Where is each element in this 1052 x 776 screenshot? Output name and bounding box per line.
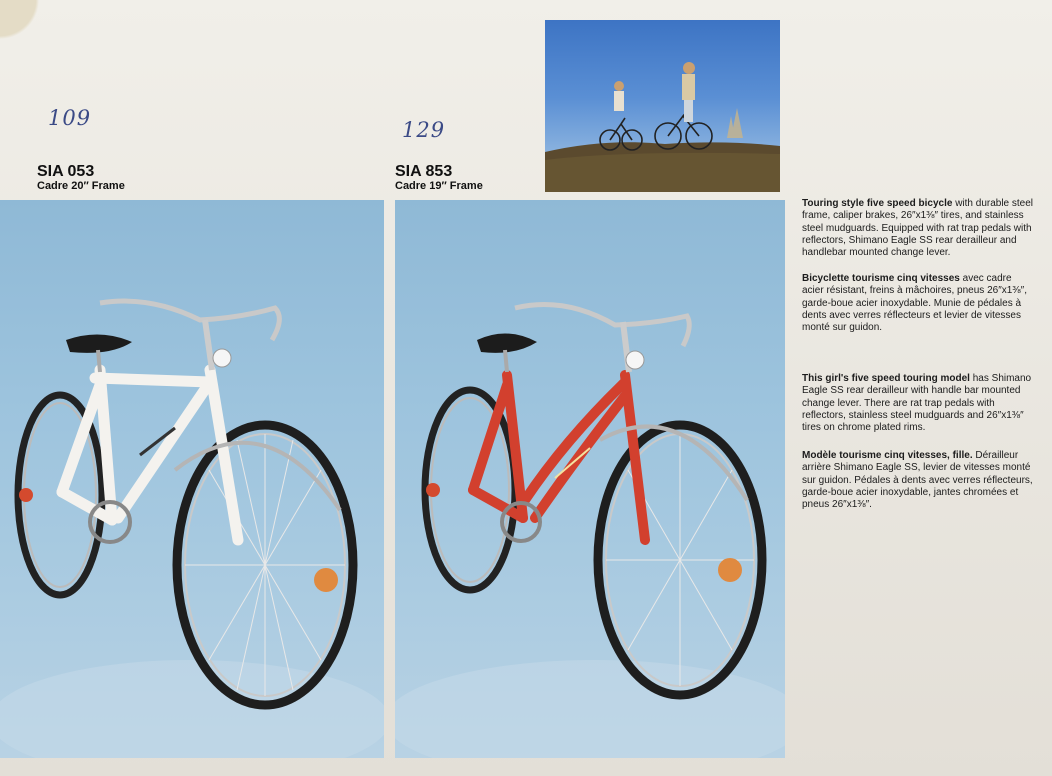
description-girl-en-body: has Shimano Eagle SS rear derailleur with handle bar mounted change lever. There are rat trap pedals with reflectors, stainless steel mudguards and 26″x1⅜″ tires on chrome plated rims.: [802, 373, 1032, 434]
description-girl-fr-lead: Modèle tourisme cinq vitesses, fille.: [802, 450, 973, 461]
description-men-en-lead: Touring style five speed bicycle: [802, 198, 953, 209]
riders-inset-photo: [545, 20, 780, 192]
model-name-right: SIA 853: [395, 163, 453, 180]
bike-photo-right: [395, 200, 785, 758]
description-girl-fr-body: Dérailleur arrière Shimano Eagle SS, levier de vitesses monté sur guidon. Pédales à dents avec verres réflecteurs, garde-boue acier inoxydable, jantes chromées et pneus 26″x1⅜″.: [802, 450, 1033, 511]
page-corner-wear: [0, 0, 46, 46]
handwritten-price-right: 129: [402, 118, 446, 142]
rear-reflector: [19, 488, 33, 502]
handwritten-price-left: 109: [48, 106, 92, 130]
front-wheel: [177, 425, 353, 705]
description-men-fr-body: avec cadre acier résistant, freins à mâchoires, pneus 26″x1⅜″, garde-boue acier inoxydable. Munie de pédales à dents avec verres réflecteurs et levier de vitesses monté sur guidon.: [802, 273, 1027, 334]
description-girl-en: [802, 373, 1034, 434]
description-girl-fr: [802, 450, 1034, 511]
front-reflector: [626, 351, 644, 369]
bike-frame: [473, 375, 645, 540]
description-men-fr: [802, 273, 1034, 334]
model-frame-left: Cadre 20″ Frame: [37, 180, 125, 192]
front-wheel: [598, 425, 762, 695]
white-bicycle: [0, 200, 384, 758]
description-men-fr-lead: Bicyclette tourisme cinq vitesses: [802, 273, 960, 284]
wheel-reflector: [718, 558, 742, 582]
rear-reflector: [426, 483, 440, 497]
riders-scene: [545, 20, 780, 192]
front-reflector: [213, 349, 231, 367]
handlebar: [515, 304, 689, 346]
bike-photo-left: [0, 200, 384, 758]
bare-trees: [727, 108, 743, 138]
description-men-en-body: with durable steel frame, caliper brakes, 26″x1⅜″ tires, and stainless steel mudguards. Equipped with rat trap pedals with reflectors, Shimano Eagle SS rear derailleur and handlebar mounted change lever.: [802, 198, 1034, 259]
red-bicycle: [395, 200, 785, 758]
description-girl-en-lead: This girl's five speed touring model: [802, 373, 970, 384]
description-men-en: [802, 198, 1034, 259]
model-frame-right: Cadre 19″ Frame: [395, 180, 483, 192]
handlebar: [100, 301, 279, 340]
model-name-left: SIA 053: [37, 163, 95, 180]
wheel-reflector: [314, 568, 338, 592]
